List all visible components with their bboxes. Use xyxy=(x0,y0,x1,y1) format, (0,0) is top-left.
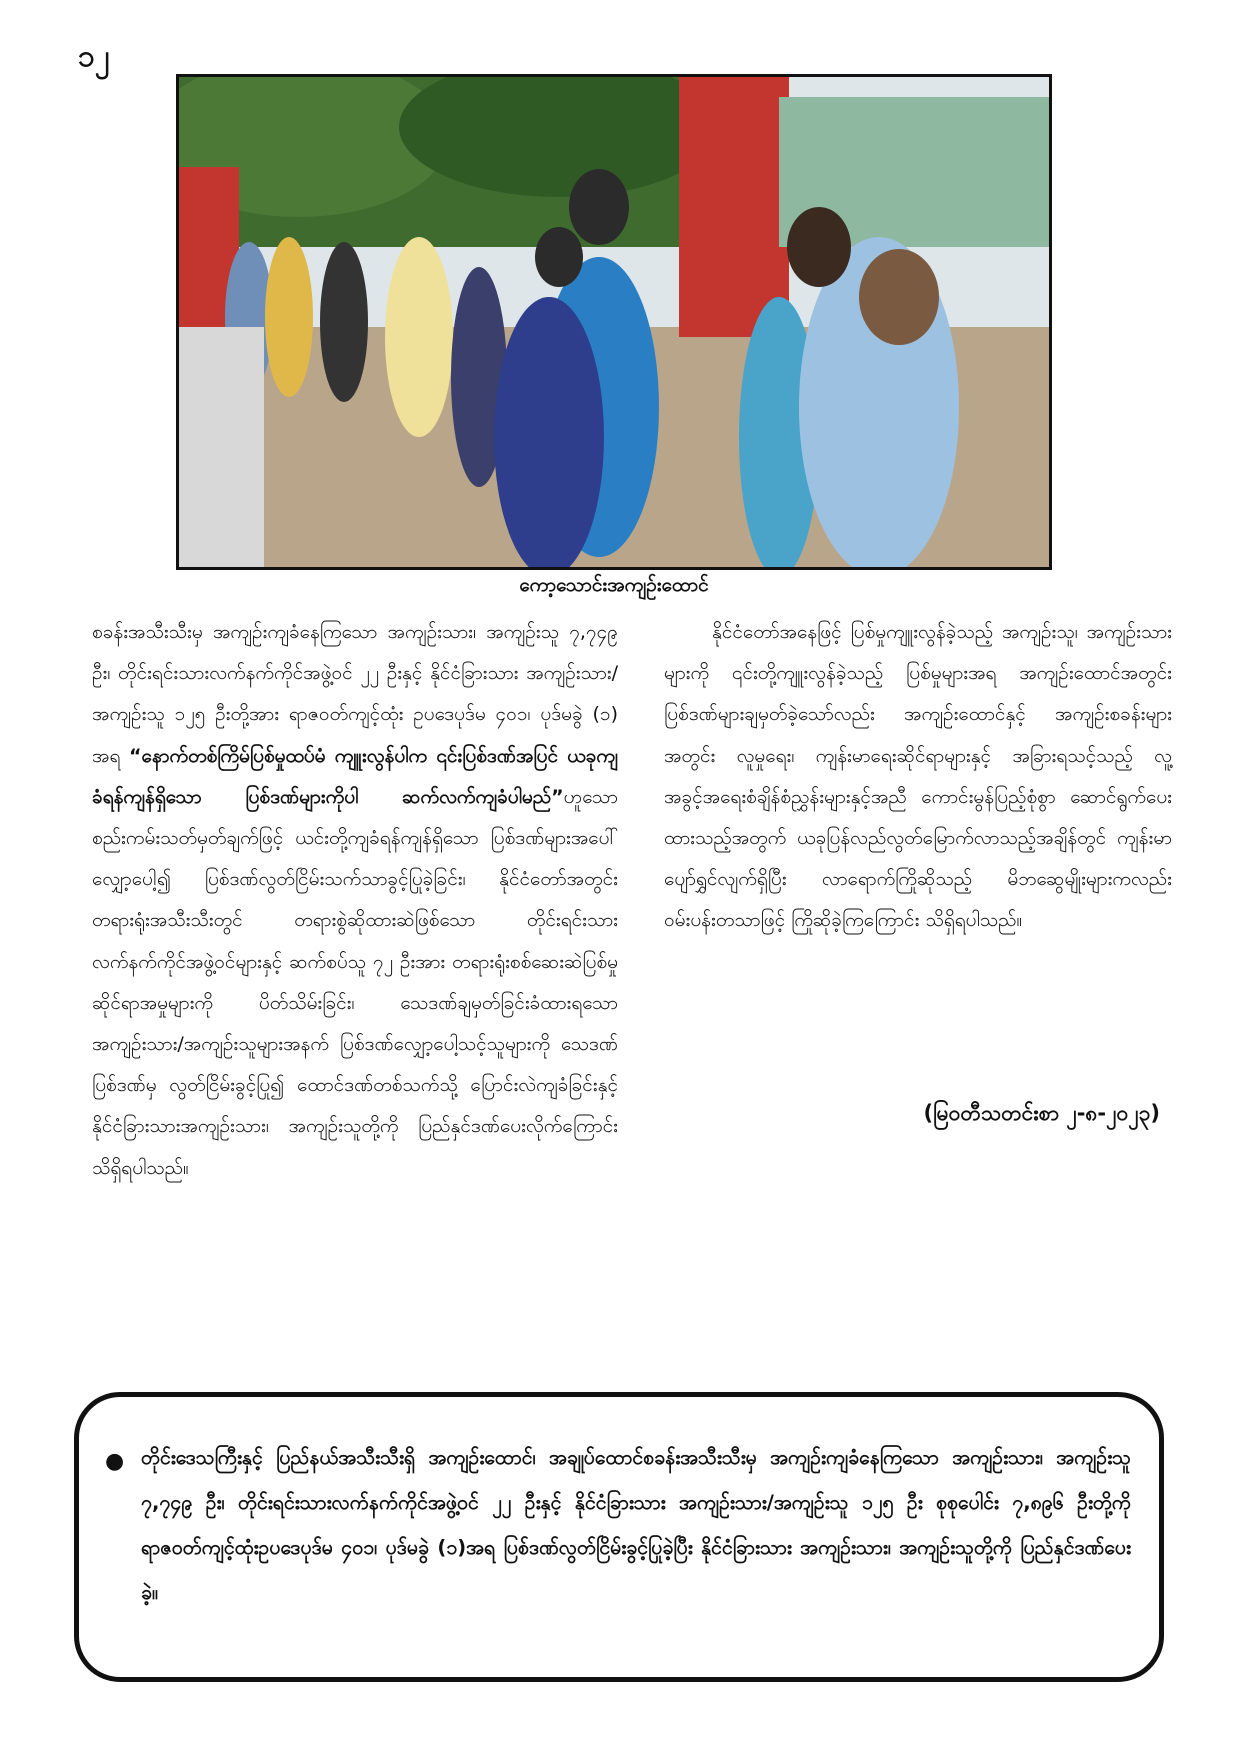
page-number: ၁၂ xyxy=(78,39,110,74)
left-bold-quote: “နောက်တစ်ကြိမ်ပြစ်မှုထပ်မံ ကျူးလွန်ပါက ၎င်းပြစ်ဒဏ်အပြင် ယခုကျခံရန်ကျန်ရှိသော ပြစ်ဒဏ်များကိုပါ ဆက်လက်ကျခံပါမည်” xyxy=(92,744,618,808)
article-right-column xyxy=(664,612,1172,942)
photo-wall xyxy=(679,77,789,337)
bullet-icon: ● xyxy=(105,1449,125,1474)
left-text-intro: စခန်းအသီးသီးမှ အကျဉ်းကျခံနေကြသော အကျဉ်းသား၊ အကျဉ်းသူ ၇,၇၄၉ ဦး၊ တိုင်းရင်းသားလက်နက်ကိုင်အဖွဲ့ဝင် ၂၂ ဦးနှင့် နိုင်ငံခြားသား အကျဉ်းသား/အကျဉ်းသူ ၁၂၅ ဦးတို့အား ရာဇဝတ်ကျင့်ထုံး ဥပဒေပုဒ်မ ၄၀၁၊ ပုဒ်မခွဲ (၁) အရ xyxy=(92,621,618,767)
summary-text: တိုင်းဒေသကြီးနှင့် ပြည်နယ်အသီးသီးရှိ အကျဉ်းထောင်၊ အချုပ်ထောင်စခန်းအသီးသီးမှ အကျဉ်းကျခံနေကြသော အကျဉ်းသား၊ အကျဉ်းသူ ၇,၇၄၉ ဦး၊ တိုင်းရင်းသားလက်နက်ကိုင်အဖွဲ့ဝင် ၂၂ ဦးနှင့် နိုင်ငံခြားသား အကျဉ်းသား/အကျဉ်းသူ ၁၂၅ ဦး စုစုပေါင်း ၇,၈၉၆ ဦးတို့ကို ရာဇဝတ်ကျင့်ထုံးဥပဒေပုဒ်မ ၄၀၁၊ ပုဒ်မခွဲ (၁)အရ ပြစ်ဒဏ်လွတ်ငြိမ်းခွင့်ပြုခဲ့ပြီး နိုင်ငံခြားသား အကျဉ်းသား၊ အကျဉ်းသူတို့ကို ပြည်နှင်ဒဏ်ပေးခဲ့။ xyxy=(141,1446,1131,1604)
photo-illustration xyxy=(179,77,1049,567)
article-left-column xyxy=(92,612,618,1189)
photo-phone xyxy=(179,327,264,567)
news-source: (မြဝတီသတင်းစာ ၂-၈-၂၀၂၃) xyxy=(923,1101,1160,1125)
photo-caption: ကော့သောင်းအကျဉ်းထောင် xyxy=(519,574,709,596)
summary-box xyxy=(74,1392,1164,1682)
left-text-rest: ဟူသော စည်းကမ်းသတ်မှတ်ချက်ဖြင့် ယင်းတို့ကျခံရန်ကျန်ရှိသော ပြစ်ဒဏ်များအပေါ် လျှော့ပေါ့၍ ပြစ်ဒဏ်လွတ်ငြိမ်းသက်သာခွင့်ပြုခဲ့ခြင်း၊ နိုင်ငံတော်အတွင်း တရားရုံးအသီးသီးတွင် တရားစွဲဆိုထားဆဲဖြစ်သော တိုင်းရင်းသားလက်နက်ကိုင်အဖွဲ့ဝင်များနှင့် ဆက်စပ်သူ ၇၂ ဦးအား တရားရုံးစစ်ဆေးဆဲပြစ်မှုဆိုင်ရာအမှုများကို ပိတ်သိမ်းခြင်း၊ သေဒဏ်ချမှတ်ခြင်းခံထားရသော အကျဉ်းသား/အကျဉ်းသူများအနက် ပြစ်ဒဏ်လျှော့ပေါ့သင့်သူများကို သေဒဏ်ပြစ်ဒဏ်မှ လွတ်ငြိမ်းခွင့်ပြု၍ ထောင်ဒဏ်တစ်သက်သို့ ပြောင်းလဲကျခံခြင်းနှင့် နိုင်ငံခြားသားအကျဉ်းသား၊ အကျဉ်းသူတို့ကို ပြည်နှင်ဒဏ်ပေးလိုက်ကြောင်း သိရှိရပါသည်။ xyxy=(92,785,618,1179)
news-photo xyxy=(176,74,1052,570)
right-text: နိုင်ငံတော်အနေဖြင့် ပြစ်မှုကျူးလွန်ခဲ့သည့် အကျဉ်းသူ၊ အကျဉ်းသားများကို ၎င်းတို့ကျူးလွန်ခဲ့သည့် ပြစ်မှုများအရ အကျဉ်းထောင်အတွင်း ပြစ်ဒဏ်များချမှတ်ခဲ့သော်လည်း အကျဉ်းထောင်နှင့် အကျဉ်းစခန်းများအတွင်း လူမှုရေး၊ ကျန်းမာရေးဆိုင်ရာများနှင့် အခြားရသင့်သည့် လူ့အခွင့်အရေးစံချိန်စံညွှန်းများနှင့်အညီ ကောင်းမွန်ပြည့်စုံစွာ ဆောင်ရွက်ပေးထားသည့်အတွက် ယခုပြန်လည်လွတ်မြောက်လာသည့်အချိန်တွင် ကျန်းမာပျော်ရွှင်လျက်ရှိပြီး လာရောက်ကြိုဆိုသည့် မိဘဆွေမျိုးများကလည်း ဝမ်းပန်းတသာဖြင့် ကြိုဆိုခဲ့ကြကြောင်း သိရှိရပါသည်။ xyxy=(664,621,1172,932)
